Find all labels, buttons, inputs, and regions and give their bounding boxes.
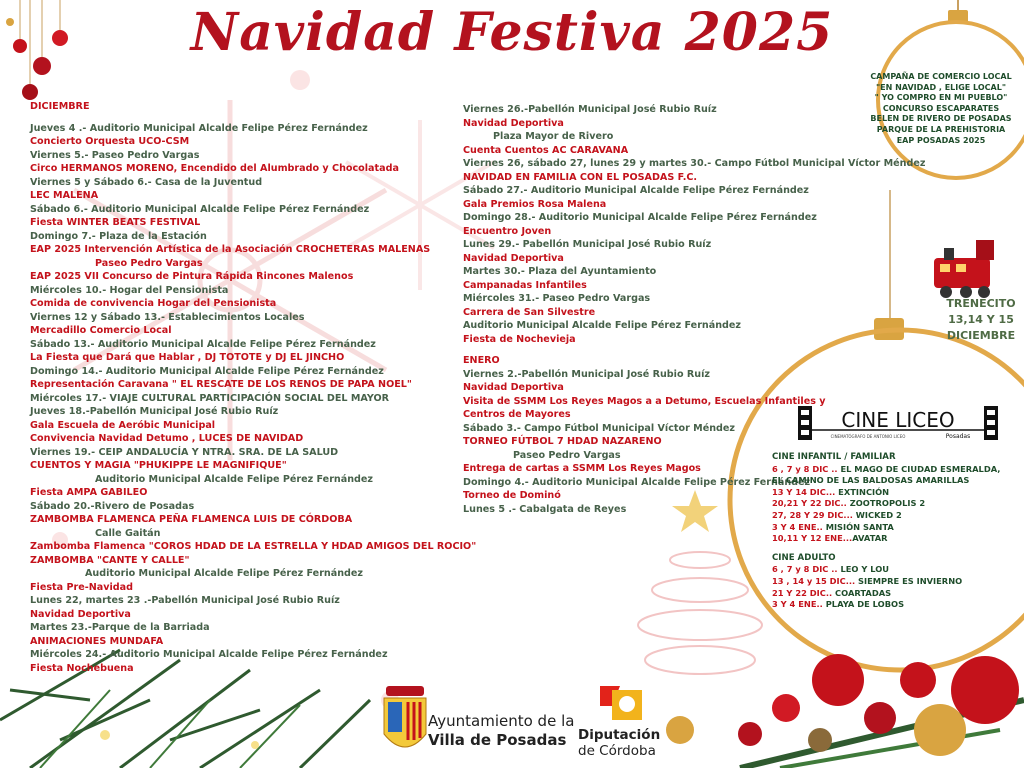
film-listing: [772, 533, 1000, 545]
film-title: COARTADAS: [832, 587, 892, 598]
schedule-event: Gala Escuela de Aeróbic Municipal: [30, 419, 216, 431]
schedule-event: Navidad Deportiva: [30, 608, 131, 620]
schedule-event: Navidad Deportiva: [463, 252, 564, 264]
schedule-venue: Martes 30.- Plaza del Ayuntamiento: [463, 266, 657, 277]
local-commerce-campaign: [860, 72, 1022, 146]
schedule-event: ZAMBOMBA FLAMENCA PEÑA FLAMENCA LUIS DE CÓRDOBA: [30, 514, 353, 525]
schedule-event: TORNEO FÚTBOL 7 HDAD NAZARENO: [463, 436, 662, 447]
schedule-venue: Domingo 14.- Auditorio Municipal Alcalde Felipe Pérez Fernández: [30, 365, 384, 377]
film-listing: [772, 498, 1000, 510]
campaign-line: "EN NAVIDAD , ELIGE LOCAL": [875, 82, 1006, 92]
schedule-venue: Sábado 13.- Auditorio Municipal Alcalde Felipe Pérez Fernández: [30, 338, 376, 350]
schedule-venue: Lunes 29.- Pabellón Municipal José Rubio Ruíz: [463, 239, 712, 250]
schedule-venue: Viernes 5 y Sábado 6.- Casa de la Juventud: [30, 176, 263, 188]
ayuntamiento-line2: Villa de Posadas: [428, 731, 567, 749]
schedule-event: EAP 2025 VII Concurso de Pintura Rápida Rincones Malenos: [30, 271, 354, 282]
film-listing: [772, 522, 1000, 534]
film-dates: 13 Y 14 DIC...: [772, 486, 836, 497]
december-schedule: [30, 100, 476, 675]
ayuntamiento-name: [428, 712, 574, 750]
campaign-line: CAMPAÑA DE COMERCIO LOCAL: [870, 72, 1012, 81]
schedule-venue: Sábado 6.- Auditorio Municipal Alcalde Felipe Pérez Fernández: [30, 203, 370, 215]
schedule-event: Comida de convivencia Hogar del Pensionista: [30, 298, 277, 309]
schedule-venue: Calle Gaitán: [95, 527, 161, 539]
schedule-event: Centros de Mayores: [463, 409, 571, 420]
schedule-venue: Viernes 26.-Pabellón Municipal José Rubio Ruíz: [463, 104, 717, 115]
schedule-venue: Viernes 2.-Pabellón Municipal José Rubio Ruíz: [463, 368, 710, 380]
film-listing: [772, 464, 1000, 476]
film-dates: 6 , 7 y 8 DIC ..: [772, 463, 838, 474]
film-listing: [772, 564, 1000, 576]
campaign-line: PARQUE DE LA PREHISTORIA: [876, 124, 1006, 134]
coat-of-arms-icon: [384, 686, 426, 747]
film-title: ZOOTROPOLIS 2: [846, 498, 926, 509]
schedule-event: Paseo Pedro Vargas: [95, 257, 203, 269]
spacer: [463, 346, 925, 354]
page-title: Navidad Festiva 2025: [190, 2, 834, 63]
film-dates: 27, 28 Y 29 DIC...: [772, 509, 853, 520]
campaign-line: EAP POSADAS 2025: [896, 135, 986, 145]
schedule-venue: Viernes 26, sábado 27, lunes 29 y martes 30.- Campo Fútbol Municipal Víctor Méndez: [463, 158, 926, 169]
schedule-event: ENERO: [463, 355, 500, 366]
schedule-event: Circo HERMANOS MORENO, Encendido del Alumbrado y Chocolatada: [30, 163, 399, 174]
diputacion-name: [578, 727, 660, 759]
film-title: EL CAMINO DE LAS BALDOSAS AMARILLAS: [772, 475, 970, 486]
film-listing: [772, 588, 1000, 600]
schedule-event: Fiesta AMPA GABILEO: [30, 487, 148, 498]
film-title: PLAYA DE LOBOS: [822, 599, 905, 610]
schedule-venue: Domingo 28.- Auditorio Municipal Alcalde Felipe Pérez Fernández: [463, 212, 817, 223]
schedule-venue: Plaza Mayor de Rivero: [493, 131, 614, 142]
schedule-event: EAP 2025 Intervención Artística de la Asociación CROCHETERAS MALENAS: [30, 244, 431, 255]
schedule-event: ZAMBOMBA "CANTE Y CALLE": [30, 554, 190, 566]
ayuntamiento-line1: Ayuntamiento de la: [428, 712, 575, 730]
schedule-venue: Auditorio Municipal Alcalde Felipe Pérez Fernández: [463, 320, 742, 331]
schedule-event: Encuentro Joven: [463, 225, 552, 237]
schedule-venue: Domingo 4.- Auditorio Municipal Alcalde Felipe Pérez Fernández: [463, 476, 811, 488]
schedule-event: Zambomba Flamenca "COROS HDAD DE LA ESTRELLA Y HDAD AMIGOS DEL ROCIO": [30, 541, 477, 552]
film-title: LEO Y LOU: [837, 564, 890, 575]
film-dates: 6 , 7 y 8 DIC ..: [772, 564, 838, 575]
schedule-event: Cuenta Cuentos AC CARAVANA: [463, 144, 629, 156]
cine-logo-tagline: CINEMATÓGRAFO DE ANTONIO LICEO: [830, 434, 906, 439]
schedule-venue: Jueves 4 .- Auditorio Municipal Alcalde Felipe Pérez Fernández: [30, 122, 368, 134]
film-dates: 3 Y 4 ENE..: [772, 599, 823, 610]
schedule-event: Fiesta WINTER BEATS FESTIVAL: [30, 217, 201, 228]
schedule-event: La Fiesta que Dará que Hablar , DJ TOTOTE y DJ EL JINCHO: [30, 352, 345, 363]
schedule-event: Navidad Deportiva: [463, 382, 564, 393]
film-listing: [772, 487, 1000, 499]
film-dates: 3 Y 4 ENE..: [772, 521, 823, 532]
film-dates: 20,21 Y 22 DIC..: [772, 498, 847, 509]
schedule-event: Representación Caravana " EL RESCATE DE LOS RENOS DE PAPA NOEL": [30, 379, 412, 390]
schedule-event: Visita de SSMM Los Reyes Magos a a Detumo, Escuelas Infantiles y: [463, 395, 826, 407]
cine-program: [772, 452, 1000, 611]
schedule-venue: Viernes 19.- CEIP ANDALUCÍA Y NTRA. SRA. DE LA SALUD: [30, 446, 339, 458]
schedule-event: Navidad Deportiva: [463, 117, 564, 129]
schedule-event: Campanadas Infantiles: [463, 279, 587, 291]
film-title: AVATAR: [852, 533, 888, 544]
film-title: EL MAGO DE CIUDAD ESMERALDA,: [837, 463, 1001, 474]
schedule-event: Entrega de cartas a SSMM Los Reyes Magos: [463, 463, 701, 474]
cine-liceo-logo: [798, 402, 998, 442]
schedule-event: LEC MALENA: [30, 190, 99, 201]
schedule-venue: Sábado 3.- Campo Fútbol Municipal Víctor Méndez: [463, 422, 735, 434]
spacer: [772, 545, 1000, 553]
film-dates: 21 Y 22 DIC..: [772, 587, 833, 598]
diputacion-line1: Diputación: [578, 727, 661, 743]
schedule-event: Mercadillo Comercio Local: [30, 325, 172, 336]
schedule-event: Fiesta Pre-Navidad: [30, 581, 133, 593]
film-dates: 10,11 Y 12 ENE...: [772, 533, 853, 544]
trenecito-info: [936, 296, 1024, 344]
schedule-venue: Miércoles 31.- Paseo Pedro Vargas: [463, 293, 651, 304]
schedule-venue: Lunes 22, martes 23 .-Pabellón Municipal José Rubio Ruíz: [30, 595, 340, 606]
film-listing: [772, 475, 1000, 487]
schedule-event: Convivencia Navidad Detumo , LUCES DE NAVIDAD: [30, 433, 304, 444]
schedule-venue: Jueves 18.-Pabellón Municipal José Rubio Ruíz: [30, 406, 279, 417]
schedule-event: ANIMACIONES MUNDAFA: [30, 635, 164, 647]
schedule-venue: Paseo Pedro Vargas: [513, 449, 621, 461]
schedule-event: DICIEMBRE: [30, 101, 90, 112]
cine-logo-place: Posadas: [945, 433, 971, 440]
schedule-venue: Sábado 20.-Rivero de Posadas: [30, 500, 195, 512]
film-listing: [772, 576, 1000, 588]
schedule-venue: Viernes 5.- Paseo Pedro Vargas: [30, 149, 200, 161]
film-title: MISIÓN SANTA: [822, 521, 894, 532]
campaign-line: BELEN DE RIVERO DE POSADAS: [870, 114, 1012, 124]
diputacion-line2: de Córdoba: [578, 743, 656, 759]
trenecito-line: DICIEMBRE: [946, 329, 1016, 342]
cine-section-header: CINE INFANTIL / FAMILIAR: [772, 452, 896, 462]
bauble-cluster-icon: [666, 654, 1024, 768]
campaign-line: " YO COMPRO EN MI PUEBLO": [874, 93, 1008, 103]
film-title: EXTINCIÓN: [835, 486, 890, 497]
schedule-venue: Auditorio Municipal Alcalde Felipe Pérez Fernández: [95, 473, 374, 485]
schedule-venue: Sábado 27.- Auditorio Municipal Alcalde Felipe Pérez Fernández: [463, 185, 809, 196]
cine-section-header: CINE ADULTO: [772, 552, 836, 563]
train-icon: [934, 240, 994, 298]
film-title: SIEMPRE ES INVIERNO: [855, 575, 963, 586]
trenecito-line: 13,14 Y 15: [948, 313, 1014, 326]
cine-logo-name: CINE LICEO: [841, 408, 955, 432]
schedule-venue: Miércoles 24.- Auditorio Municipal Alcalde Felipe Pérez Fernández: [30, 649, 388, 660]
schedule-event: Fiesta Nochebuena: [30, 662, 134, 674]
schedule-event: Concierto Orquesta UCO-CSM: [30, 136, 190, 147]
spacer: [30, 114, 476, 122]
schedule-venue: Viernes 12 y Sábado 13.- Establecimientos Locales: [30, 311, 305, 323]
film-listing: [772, 510, 1000, 522]
schedule-venue: Auditorio Municipal Alcalde Felipe Pérez Fernández: [85, 568, 364, 579]
schedule-event: Fiesta de Nochevieja: [463, 333, 576, 345]
trenecito-line: TRENECITO: [946, 297, 1016, 310]
schedule-event: CUENTOS Y MAGIA "PHUKIPPE LE MAGNIFIQUE": [30, 460, 287, 471]
schedule-event: Carrera de San Silvestre: [463, 306, 596, 318]
schedule-event: NAVIDAD EN FAMILIA CON EL POSADAS F.C.: [463, 171, 698, 183]
schedule-venue: Martes 23.-Parque de la Barriada: [30, 622, 210, 633]
schedule-venue: Miércoles 17.- VIAJE CULTURAL PARTICIPACIÓN SOCIAL DEL MAYOR: [30, 392, 390, 404]
schedule-venue: Lunes 5 .- Cabalgata de Reyes: [463, 503, 627, 515]
schedule-event: Torneo de Dominó: [463, 490, 561, 501]
schedule-event: Gala Premios Rosa Malena: [463, 198, 607, 210]
film-title: WICKED 2: [852, 509, 902, 520]
film-listing: [772, 599, 1000, 611]
schedule-venue: Domingo 7.- Plaza de la Estación: [30, 230, 207, 242]
campaign-line: CONCURSO ESCAPARATES: [882, 103, 1000, 113]
film-dates: 13 , 14 y 15 DIC...: [772, 575, 856, 586]
diputacion-logo-icon: [598, 684, 644, 724]
schedule-venue: Miércoles 10.- Hogar del Pensionista: [30, 284, 229, 296]
